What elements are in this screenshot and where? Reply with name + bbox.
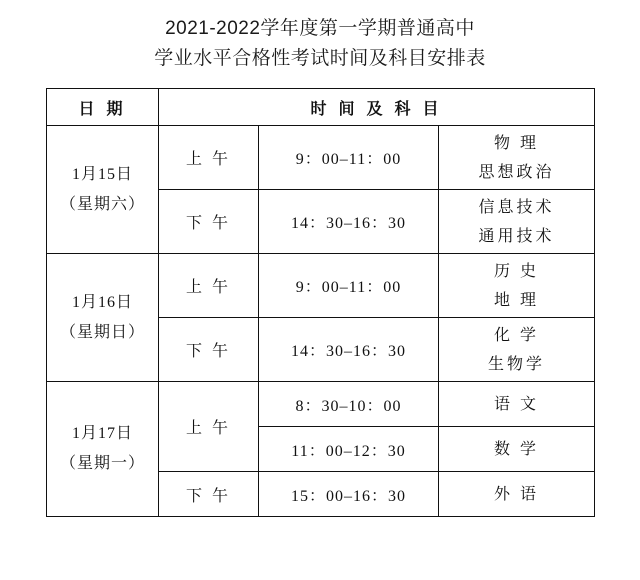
date-line-1: 1月16日 [71,293,133,311]
time-cell-day3-morning-2: 11：00–12：30 [259,427,439,472]
title-line-2: 学业水平合格性考试时间及科目安排表 [154,48,486,69]
subject-cell-day2-morning [439,254,595,318]
subject-cell-day2-afternoon [439,318,595,382]
subject-line: 思想政治 [478,163,555,181]
subject-line: 地 理 [494,291,540,309]
date-line-2: （星期六） [59,195,145,213]
date-cell-day1 [47,126,159,254]
time-cell-day2-morning: 9：00–11：00 [259,254,439,318]
period-cell-day1-afternoon: 下 午 [159,190,259,254]
header-time-subject: 时 间 及 科 目 [159,89,595,126]
time-cell-day1-morning: 9：00–11：00 [259,126,439,190]
table-row [47,126,595,190]
subject-line: 信息技术 [478,198,555,216]
title-line-1: 2021-2022学年度第一学期普通高中 [165,18,475,39]
subject-line: 语 文 [494,395,540,413]
date-line-1: 1月17日 [71,425,133,442]
exam-schedule-table [46,88,595,517]
period-cell-day3-afternoon: 下 午 [159,472,259,517]
table-row [47,382,595,427]
subject-line: 数 学 [494,440,540,458]
date-line-1: 1月15日 [71,165,133,183]
header-date: 日 期 [47,89,159,126]
subject-line: 物 理 [494,134,540,152]
period-cell-day3-morning: 上 午 [159,382,259,472]
table-header-row [47,89,595,126]
date-cell-day3 [47,382,159,517]
subject-line: 生物学 [488,355,546,373]
time-cell-day3-afternoon: 15：00–16：30 [259,472,439,517]
document-title [0,0,640,74]
period-cell-day2-afternoon: 下 午 [159,318,259,382]
time-cell-day3-morning-1: 8：30–10：00 [259,382,439,427]
time-cell-day2-afternoon: 14：30–16：30 [259,318,439,382]
date-line-2: （星期日） [59,323,145,341]
subject-line: 外 语 [494,485,540,503]
subject-cell-day3-morning-1 [439,382,595,427]
subject-line: 化 学 [494,326,540,344]
table-row [47,254,595,318]
subject-cell-day1-afternoon [439,190,595,254]
subject-line: 通用技术 [478,227,555,245]
date-cell-day2 [47,254,159,382]
schedule-table-wrapper [46,88,594,517]
date-line-2: （星期一） [59,455,145,472]
subject-cell-day3-afternoon [439,472,595,517]
subject-line: 历 史 [494,262,540,280]
time-cell-day1-afternoon: 14：30–16：30 [259,190,439,254]
period-cell-day2-morning: 上 午 [159,254,259,318]
subject-cell-day3-morning-2 [439,427,595,472]
period-cell-day1-morning: 上 午 [159,126,259,190]
subject-cell-day1-morning [439,126,595,190]
